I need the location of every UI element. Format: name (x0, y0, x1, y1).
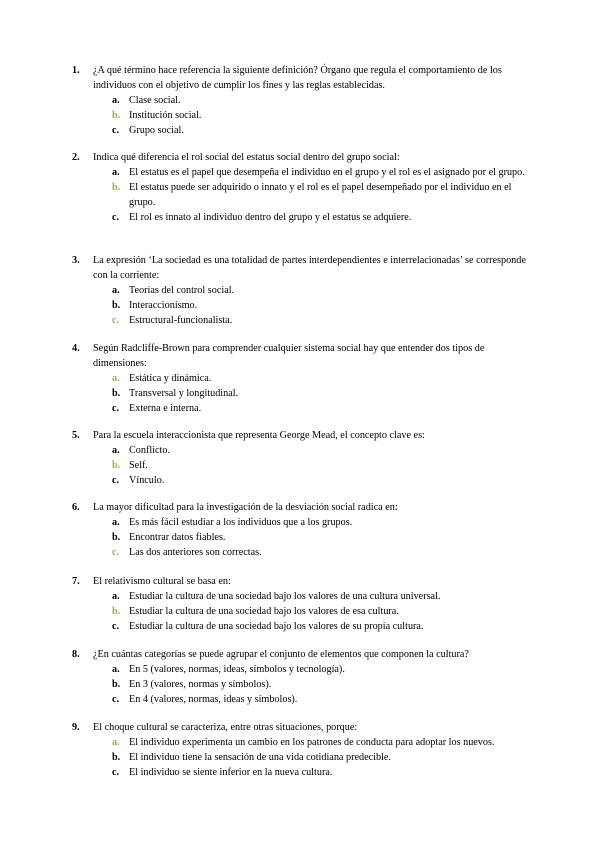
question-2 (72, 150, 540, 225)
option-list (72, 515, 540, 560)
option-c: c. Externa e interna. (112, 403, 202, 414)
question-5 (72, 428, 540, 488)
question-8 (72, 647, 540, 707)
option-list (72, 93, 540, 138)
option-list (72, 443, 540, 488)
question-number: 7. (72, 576, 80, 587)
question-4 (72, 341, 540, 416)
question-number: 9. (72, 722, 80, 733)
option-a-correct: a. El individuo experimenta un cambio en los patrones de conducta para adoptar los nuevos. (112, 737, 495, 748)
option-letter: c. (112, 475, 120, 486)
option-letter: c. (112, 315, 120, 326)
question-text: 5. Para la escuela interaccionista que representa George Mead, el concepto clave es: (72, 430, 425, 441)
question-9 (72, 720, 540, 780)
option-letter: a. (112, 167, 120, 178)
question-number: 3. (72, 255, 80, 266)
option-c: c. Grupo social. (112, 125, 184, 136)
option-a: a. Teorías del control social. (112, 285, 235, 296)
option-b-correct: b. El estatus puede ser adquirido o innato y el rol es el papel desempeñado por el individuo en el grupo. (112, 182, 512, 208)
question-number: 1. (72, 65, 80, 76)
option-a: a. Clase social. (112, 95, 181, 106)
option-list (72, 283, 540, 328)
option-a: a. Conflicto. (112, 445, 171, 456)
option-c: c. El rol es innato al individuo dentro del grupo y el estatus se adquiere. (112, 212, 412, 223)
option-a: a. Estudiar la cultura de una sociedad bajo los valores de una cultura universal. (112, 591, 441, 602)
question-number: 8. (72, 649, 80, 660)
option-letter: c. (112, 767, 120, 778)
question-number: 6. (72, 502, 80, 513)
option-b: b. Encontrar datos fiables. (112, 532, 226, 543)
option-letter: b. (112, 388, 121, 399)
option-letter: c. (112, 403, 120, 414)
option-letter: b. (112, 300, 121, 311)
option-letter: a. (112, 445, 120, 456)
question-text: 4. Según Radcliffe-Brown para comprender cualquier sistema social hay que entender dos tipos de dimensiones: (72, 343, 485, 369)
question-text: 6. La mayor dificultad para la investigación de la desviación social radica en: (72, 502, 398, 513)
option-letter: b. (112, 532, 121, 543)
option-letter: a. (112, 664, 120, 675)
option-b-correct: b. Institución social. (112, 110, 202, 121)
option-letter: a. (112, 285, 120, 296)
option-a-correct: a. Estática y dinámica. (112, 373, 212, 384)
option-c: c. En 4 (valores, normas, ideas y símbolos). (112, 694, 298, 705)
option-a: a. En 5 (valores, normas, ideas, símbolos y tecnología). (112, 664, 345, 675)
option-a: a. El estatus es el papel que desempeña el individuo en el grupo y el rol es el asignado por el grupo. (112, 167, 525, 178)
question-number: 4. (72, 343, 80, 354)
question-text: 1. ¿A qué término hace referencia la siguiente definición? Órgano que regula el comportamiento de los individuos con el objetivo de cumplir los fines y las reglas establecidas. (72, 65, 502, 91)
option-c-correct: c. Las dos anteriores son correctas. (112, 547, 262, 558)
option-list (72, 371, 540, 416)
option-list (72, 589, 540, 634)
option-b-correct: b. Estudiar la cultura de una sociedad bajo los valores de esa cultura. (112, 606, 399, 617)
option-letter: a. (112, 373, 120, 384)
question-text: 8. ¿En cuántas categorías se puede agrupar el conjunto de elementos que componen la cultura? (72, 649, 469, 660)
question-number: 2. (72, 152, 80, 163)
option-list (72, 662, 540, 707)
option-a: a. Es más fácil estudiar a los individuos que a los grupos. (112, 517, 353, 528)
question-text: 3. La expresión ‘La sociedad es una totalidad de partes interdependientes e interrelacionadas’ se corresponde con la corriente: (72, 255, 526, 281)
option-letter: b. (112, 752, 121, 763)
question-text: 9. El choque cultural se caracteriza, entre otras situaciones, porque: (72, 722, 358, 733)
option-letter: a. (112, 591, 120, 602)
option-letter: c. (112, 212, 120, 223)
option-letter: b. (112, 606, 121, 617)
option-b-correct: b. Self. (112, 460, 148, 471)
option-list (72, 735, 540, 780)
option-letter: b. (112, 182, 121, 193)
question-text: 2. Indica qué diferencia el rol social del estatus social dentro del grupo social: (72, 152, 400, 163)
question-number: 5. (72, 430, 80, 441)
option-b: b. En 3 (valores, normas y símbolos). (112, 679, 272, 690)
option-c-correct: c. Estructural-funcionalista. (112, 315, 233, 326)
option-c: c. El individuo se siente inferior en la nueva cultura. (112, 767, 333, 778)
question-6 (72, 500, 540, 560)
question-1 (72, 63, 540, 138)
option-b: b. Transversal y longitudinal. (112, 388, 239, 399)
option-letter: a. (112, 737, 120, 748)
option-list (72, 165, 540, 225)
option-letter: c. (112, 125, 120, 136)
option-letter: b. (112, 679, 121, 690)
option-letter: c. (112, 694, 120, 705)
option-b: b. El individuo tiene la sensación de una vida cotidiana predecible. (112, 752, 391, 763)
question-text: 7. El relativismo cultural se basa en: (72, 576, 231, 587)
option-letter: a. (112, 95, 120, 106)
option-b: b. Interaccionismo. (112, 300, 198, 311)
option-letter: b. (112, 460, 121, 471)
option-letter: c. (112, 547, 120, 558)
option-letter: a. (112, 517, 120, 528)
option-letter: b. (112, 110, 121, 121)
option-c: c. Estudiar la cultura de una sociedad bajo los valores de su propia cultura. (112, 621, 424, 632)
question-7 (72, 574, 540, 634)
option-letter: c. (112, 621, 120, 632)
option-c: c. Vínculo. (112, 475, 165, 486)
question-3 (72, 253, 540, 328)
